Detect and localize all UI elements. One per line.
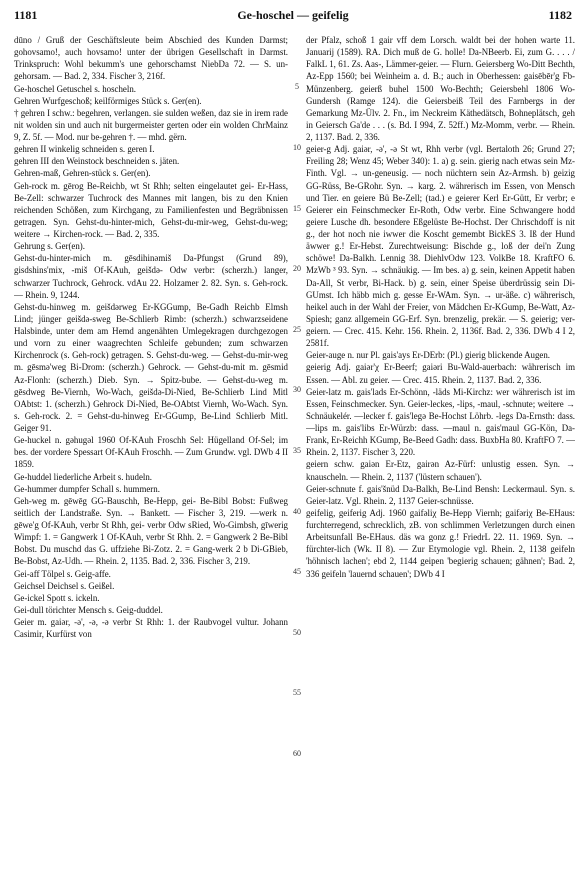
dictionary-entry: Gehrung s. Ger(en). (14, 241, 85, 252)
dictionary-entry: Ge-hummer dumpfer Schall s. hummern. (14, 483, 160, 494)
line-number: 20 (293, 264, 301, 274)
dictionary-entry: Ge-hoschel Getuschel s. hoscheln. (14, 83, 136, 94)
dictionary-entry: dūno / Gruß der Geschäftsleute beim Abschied des Kunden Darmst; gohovsamo!, auch hovsamo! unter der übrigen Gesellschaft in Darmst. Trinkspruch: Wohl bekumm's une gehorschamst NiebDa 72. — S. un-gehorsam. — Bad. 2, 334. Fischer 3, 216f. (14, 35, 288, 82)
dictionary-entry: Geier-schnute f. gais'šnüd Da-Balkh, Be-Lind Bensh: Leckermaul. Syn. s. Geier-latz. Vgl. Rhein. 2, 1137 Geier-schnüsse. (306, 483, 575, 506)
page-number-left: 1181 (14, 8, 38, 22)
line-number: 40 (293, 506, 301, 516)
line-number: 10 (293, 143, 301, 153)
dictionary-entry: Gei-dull törichter Mensch s. Geig-duddel. (14, 604, 163, 615)
dictionary-entry: geierig Adj. gaiər'χ Er-Beerf; gaiəri Bu-Wald-auerbach: währerisch im Essen. — Abl. zu geier. — Crec. 415. Rhein. 2, 1137. Bad. 2, 336. (306, 362, 575, 385)
line-number: 5 (295, 82, 299, 92)
dictionary-entry: Geier-auge n. nur Pl. gais'ays Er-DErb: (Pl.) gierig blickende Augen. (306, 350, 551, 361)
dictionary-entry: Geier m. gaiər, -ə', -ə, -ə verbr St Rhh: 1. der Raubvogel vultur. Johann Casimir, Kurfürst von (14, 617, 288, 640)
running-title: Ge-hoschel — geifelig (237, 8, 349, 22)
dictionary-entry: geiern schw. gaiən Er-Etz, gairən Az-Fürf: unlustig essen. Syn. → knauscheln. — Rhein. 2, 1137 ('lüstern schauen'). (306, 459, 575, 482)
dictionary-entry: † gehren I schw.: begehren, verlangen. sie sulden weßen, daz sie in irem rade nit wolden sin und auch nit burgermeister gerten oder ein wolden ChrMainz 9, Z. 5f. — Mod. nur be-gehren †. — mhd. gërn. (14, 107, 288, 142)
dictionary-entry: Geh-weg m. gēwēg GG-Bauschh, Be-Hepp, gei- Be-Bibl Bobst: Fußweg seitlich der Landstraße. Syn. → Bankett. — Fischer 3, 219. —werk n. gēwe'g Of-KAuh, verbr St Rhh, gei- verbr Odw sRied, Wo-Gimbsh, gīwerig Wimpf: 1. = Gangwerk 1 Of-KAuh, verbr St Rhh. 2. = Gangwerk 2 Be-Bibl Bobst. Du muschd das G. uffziehe Bi-Zotz. 2. = Gang-werk 2 b Di-GBieb, Be-Bobst, Az-Udh. — Rhein. 2, 1135. Bad. 2, 336. Fischer 3, 219. (14, 495, 288, 567)
right-column (306, 34, 575, 865)
dictionary-entry: gehren II winkelig schneiden s. geren I. (14, 144, 155, 155)
dictionary-entry: Gehst-du-hinter-mich m. gēsdihinəmiš Da-Pfungst (Grund 89), gisdshins'mix, -miš Of-KAuh, geišdə- Odw verbr: (scherzh.) langer, schwarzer Tuchrock, Gehrock. vdAu 22. Holzamer 2. 82. Syn. s. Geh-rock. — Rhein. 9, 1244. (14, 253, 288, 300)
line-number: 60 (293, 749, 301, 759)
line-number: 50 (293, 627, 301, 637)
page-header (14, 8, 572, 26)
line-number: 35 (293, 446, 301, 456)
line-number: 15 (293, 203, 301, 213)
line-number: 30 (293, 385, 301, 395)
dictionary-entry: Ge-huddel liederliche Arbeit s. hudeln. (14, 471, 153, 482)
dictionary-entry: Geh-rock m. gērog Be-Reichb, wt St Rhh; selten eingelautet gei- Er-Hass, Be-Zell: schwarzer Tuchrock des Mannes mit langen, bis zu den Knien reichenden Schößen, zum Kirchgang, zu Familienfesten und Begräbnissen getragen. Syn. Gehst-du-hinter-mich, Gehst-du-mir-weg, Gehst-du-weg; weitere → Kirchen-rock. — Bad. 2, 335. (14, 180, 288, 239)
left-column (14, 34, 288, 865)
page-number-right: 1182 (548, 8, 572, 22)
dictionary-entry: der Pfalz, schoß 1 gair vff dem Lorsch. waldt bei der hohen warte 11. Januarij (1589). RA. Dich muß de G. holle! Da-NBeerb. Ei, zum G. . . . / FalkL 1, 61. Zs. Aas-, Lämmer-geier. — Flurn. Geiersberg Wo-Ditt Bechth, Az-Epp 1560; bei Weinheim a. d. B.; auch in Oberhessen: gaisēbēr'g Fb-Münzenberg. geierß buhel 1500 Wo-Bechth; Geiersbehl 1806 Wo-Gundersh (Ramge 124). die Geiersbeiß Teil des Farnbergs in der Gemarkung Mz-Ülv. 2. Fn., im Neckreim Käthedätsch, Bohneplätsch, geh in Geiersch Ga'de . . . (s. Bd. I 994, Z. 52ff.) Mz-Momm, verbr. — Rhein. 2, 1137. Bad. 2, 336. (306, 35, 575, 142)
dictionary-entry: Ge-huckel n. gəhugəl 1960 Of-KAuh Froschh Sel: Hügelland Of-Sel; im bes. der vordere Spessart Of-KAuh Froschh. — Zum Grundw. vgl. DWb 4 II 1859. (14, 435, 288, 470)
dictionary-entry: Gei-aff Tölpel s. Geig-affe. (14, 568, 111, 579)
dictionary-entry: geier-g Adj. gaiər, -ə', -ə St wt, Rhh verbr (vgl. Bertaloth 26; Grund 27; Freiling 28; Wenz 45; Weber 340): 1. a) g. sein. gierig nach etwas sein Mz-Finth. Vgl. → un-geneusig. — noch nüchtern sein Az-Armsh. b) geizig GG-Rüss, Be-GRohr. Syn. → karg. 2. währerisch im Essen, von Mensch und Tier. en geiere Bü Be-Zell; (tad.) e geierer Kerl Er-Gütt, Er verbr; e Geierer ein Feinschmecker Er-Roth, Odw verbr. Eine Schwangere hodd geiere Lusche dh. besondere Eßgelüste Be-Hochst. Der Chrischdoff is nit g., der hot noch nie iwwer die Koscht gemembt BickES 3. Iß der Hund äwwer g.! Er-Hebst. Zurechtweisung: Bischde g., loß der dei'n Zung schöwe! Da-Balkh. Lennig 38. DiehlvOdw 123. VolkBe 18. KraftFO 6. MzWb ³ 93. Syn. → schnäukig. — Im bes. a) g. sein, keinen Appetit haben Da-All, St verbr, Bi-Hack. b) g. sein, einer Speise überdrüssig sein Di-GUmst. Ich häbb mich g. gesse Er-WAm. Syn. → ur-äße. c) währerisch, heikel auch in der Wahl der Freier, von Mädchen Er-KGump, Be-Watt, Az-Spiesh; ganz allgemein GG-Erf. Syn. brenzelig, prekär. — S. geierig; ver-geiern. — Crec. 415. Kehr. 156. Rhein. 2, 1136f. Bad. 2, 336. DWb 4 I 2, 2581f. (306, 144, 575, 349)
line-number: 45 (293, 567, 301, 577)
dictionary-entry: Geichsel Deichsel s. Geißel. (14, 580, 115, 591)
dictionary-entry: Ge-ickel Spott s. ickeln. (14, 592, 100, 603)
line-number: 25 (293, 324, 301, 334)
dictionary-entry: Geier-latz m. gais'lads Er-Schönn, -läds Mi-Kirchz: wer währerisch ist im Essen, Feinschmecker. Syn. Geier-leckes, -lips, -maul, -schnute; weitere → Schnäukelér. —lecker f. gais'legə Be-Hochst Löhrb. -legs Da-Ernsth: dass. —lips m. gais'libs Er-Würzb: dass. —maul n. gais'maul GG-Kön, Da-Frank, Er-Reichh KGump, Be-Beed Gadh: dass. BuxbHa 80. KraftFO 7. — Rhein. 2, 1137. Fischer 3, 220. (306, 386, 575, 458)
dictionary-entry: Gehren Wurfgeschoß; keilförmiges Stück s. Ger(en). (14, 95, 202, 106)
dictionary-entry: Gehst-du-hinweg m. geišdərweg Er-KGGump, Be-Gadh Reichb Elmsh Lind; jünger geišdə-sweg Be-Schlierb Rimb: (scherzh.) schwarzseidene Halsbinde, unter dem am Hemd angenähten Umlegekragen durchgezogen und vorn zu einer waagrechten Schleife gebunden; zum schwarzen Kirchenrock (s. Geh-rock) getragen. S. Gehst-du-weg. — Gehst-du-mir-weg m. gēsmə'weg Bi-Drom: (scherzh.) Gehrock. — Gehst-du-mit m. gēsmid Az-Flonh: (scherzh.) Dieb. Syn. → Spitz-bube. — Gehst-du-weg m. gēsdweg Be-Viernh, Wo-Wach, geišdə-Di-Nied, Be-Schlierb Lind Mitl OAbtst: 1. (scherzh.) Gehrock Di-Nied, Be-OAbtst Viernh, Wo-Wach. Syn. s. Geh-rock. 2. = Gehst-du-hinweg Er-GGump, Be-Lind Schlierb Mitl. Geiger 91. (14, 301, 288, 433)
line-number: 55 (293, 688, 301, 698)
dictionary-entry: Gehren-maß, Gehren-stück s. Ger(en). (14, 168, 151, 179)
dictionary-entry: geifelig, geiferig Adj. 1960 gaifəliχ Be-Hepp Viernh; gaifəriχ Be-EHaus: furchterregend, schrecklich, zB. von schlimmen Verletzungen durch einen Arbeitsunfall Be-EHaus. däs wa gonz g.! FriedrL 22. 11. 1969. Syn. → fürchter-lich (Wk. II 8). — Zur Etymologie vgl. Rhein. 2, 1138 geifeln 'höhnisch lachen'; ebd 2, 1144 geipen 'begierig schauen; gähnen'; Bad. 2, 336 geifeln 'lauernd schauen'; DWb 4 I (306, 507, 575, 579)
dictionary-entry: gehren III den Weinstock beschneiden s. jäten. (14, 156, 180, 167)
